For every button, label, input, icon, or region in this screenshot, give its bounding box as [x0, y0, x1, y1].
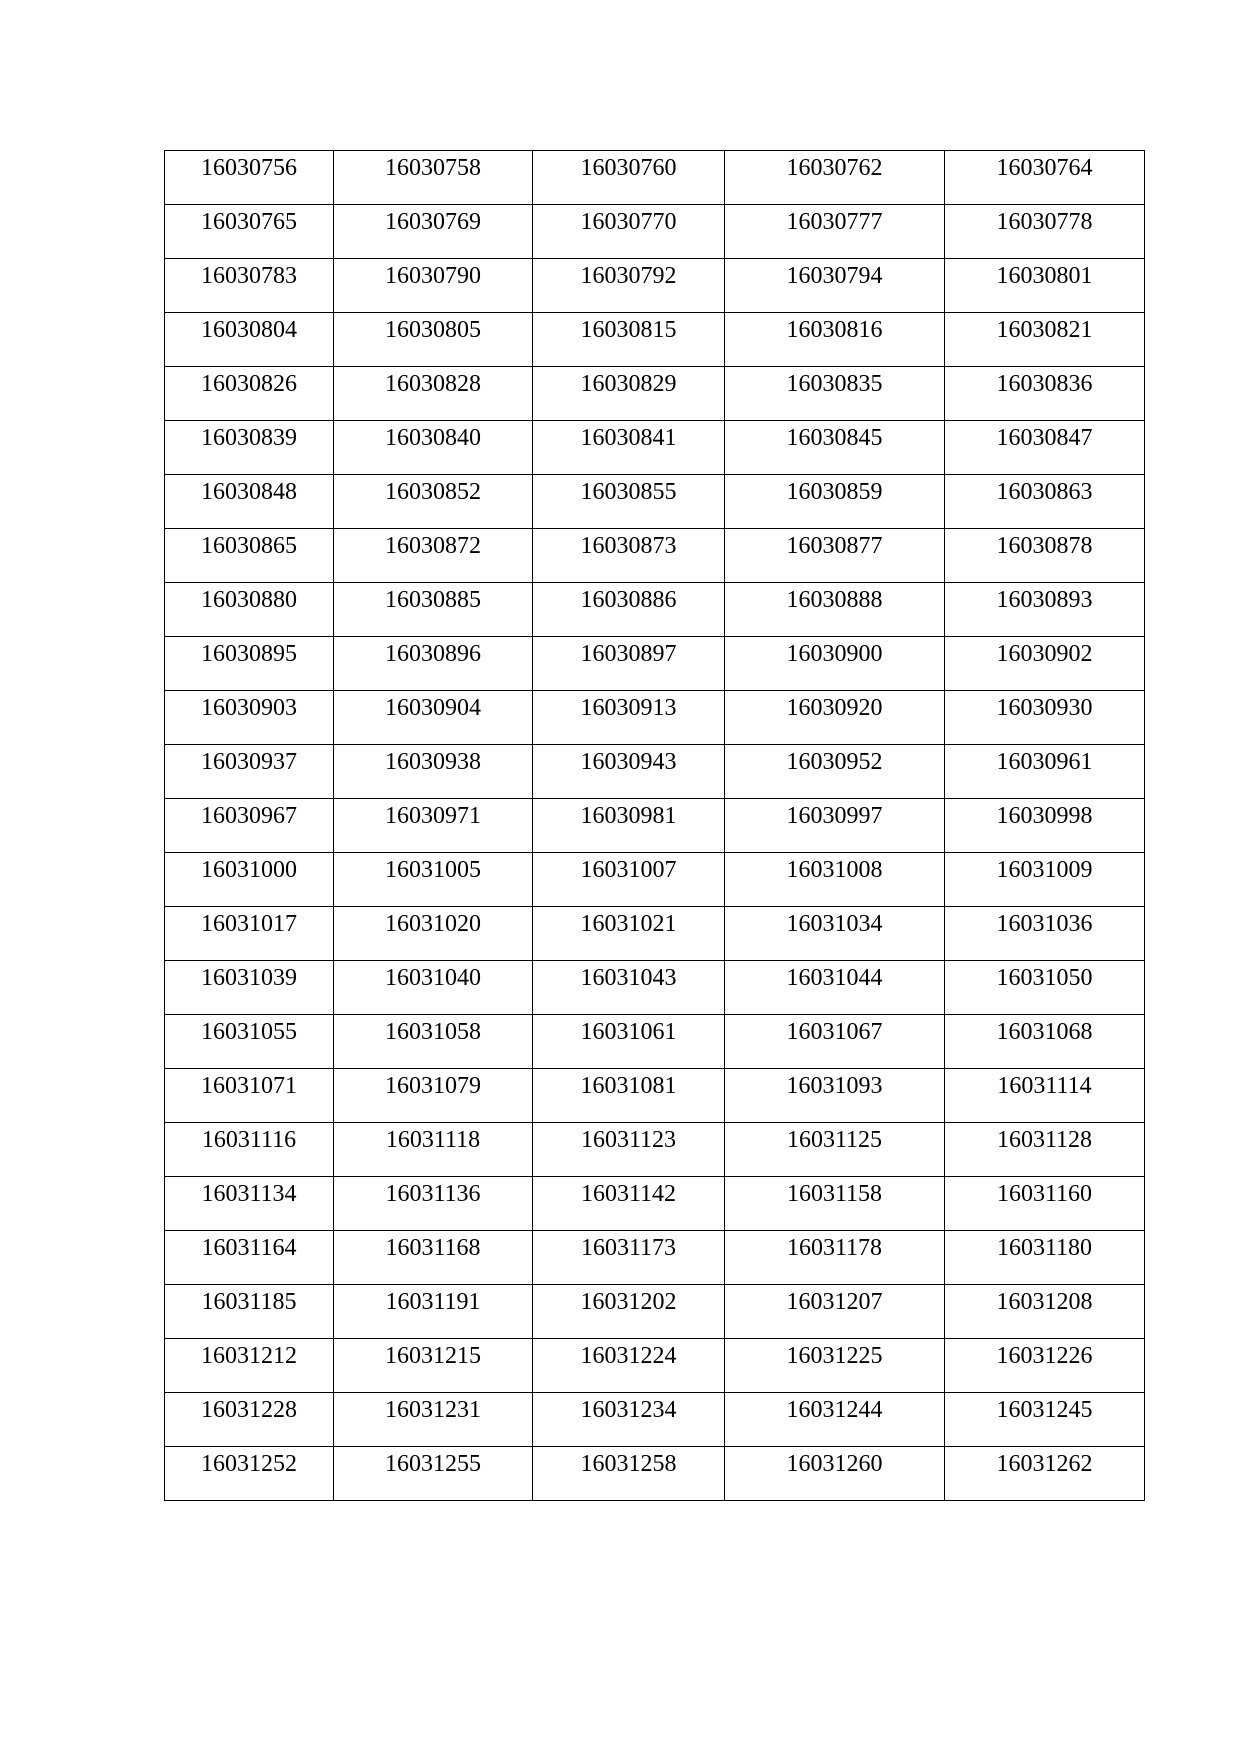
table-row — [165, 1393, 1145, 1447]
table-cell: 16031067 — [725, 1015, 945, 1069]
table-cell: 16030840 — [334, 421, 533, 475]
table-cell: 16031180 — [945, 1231, 1145, 1285]
table-cell: 16030847 — [945, 421, 1145, 475]
table-cell: 16031228 — [165, 1393, 334, 1447]
table-body — [165, 151, 1145, 1501]
table-cell: 16031040 — [334, 961, 533, 1015]
table-cell: 16030900 — [725, 637, 945, 691]
table-row — [165, 421, 1145, 475]
table-cell: 16031134 — [165, 1177, 334, 1231]
table-cell: 16031252 — [165, 1447, 334, 1501]
table-cell: 16030770 — [533, 205, 725, 259]
table-cell: 16031215 — [334, 1339, 533, 1393]
table-cell: 16031158 — [725, 1177, 945, 1231]
table-cell: 16030967 — [165, 799, 334, 853]
table-cell: 16030839 — [165, 421, 334, 475]
table-cell: 16031079 — [334, 1069, 533, 1123]
table-cell: 16030895 — [165, 637, 334, 691]
table-row — [165, 853, 1145, 907]
table-cell: 16031125 — [725, 1123, 945, 1177]
table-cell: 16030998 — [945, 799, 1145, 853]
table-row — [165, 799, 1145, 853]
table-cell: 16031208 — [945, 1285, 1145, 1339]
table-cell: 16030845 — [725, 421, 945, 475]
table-cell: 16030859 — [725, 475, 945, 529]
table-cell: 16030885 — [334, 583, 533, 637]
table-row — [165, 475, 1145, 529]
table-cell: 16030913 — [533, 691, 725, 745]
table-row — [165, 1285, 1145, 1339]
table-cell: 16030896 — [334, 637, 533, 691]
table-cell: 16031043 — [533, 961, 725, 1015]
id-number-table — [164, 150, 1145, 1501]
table-cell: 16030852 — [334, 475, 533, 529]
table-cell: 16031262 — [945, 1447, 1145, 1501]
table-row — [165, 1015, 1145, 1069]
table-cell: 16030758 — [334, 151, 533, 205]
table-row — [165, 691, 1145, 745]
table-cell: 16030865 — [165, 529, 334, 583]
table-row — [165, 259, 1145, 313]
table-cell: 16031081 — [533, 1069, 725, 1123]
table-row — [165, 151, 1145, 205]
table-cell: 16030903 — [165, 691, 334, 745]
table-row — [165, 529, 1145, 583]
table-cell: 16031160 — [945, 1177, 1145, 1231]
table-cell: 16030920 — [725, 691, 945, 745]
table-cell: 16030938 — [334, 745, 533, 799]
table-cell: 16030943 — [533, 745, 725, 799]
table-cell: 16030886 — [533, 583, 725, 637]
table-cell: 16030805 — [334, 313, 533, 367]
table-cell: 16030855 — [533, 475, 725, 529]
table-row — [165, 907, 1145, 961]
table-row — [165, 1339, 1145, 1393]
table-cell: 16031231 — [334, 1393, 533, 1447]
table-row — [165, 205, 1145, 259]
table-cell: 16031008 — [725, 853, 945, 907]
table-cell: 16030794 — [725, 259, 945, 313]
table-cell: 16030897 — [533, 637, 725, 691]
table-row — [165, 961, 1145, 1015]
table-cell: 16031164 — [165, 1231, 334, 1285]
table-cell: 16031185 — [165, 1285, 334, 1339]
table-cell: 16030836 — [945, 367, 1145, 421]
table-cell: 16030880 — [165, 583, 334, 637]
table-cell: 16030952 — [725, 745, 945, 799]
table-cell: 16031142 — [533, 1177, 725, 1231]
table-cell: 16030816 — [725, 313, 945, 367]
table-row — [165, 1231, 1145, 1285]
table-cell: 16030863 — [945, 475, 1145, 529]
table-cell: 16031255 — [334, 1447, 533, 1501]
table-cell: 16030801 — [945, 259, 1145, 313]
table-cell: 16031245 — [945, 1393, 1145, 1447]
table-cell: 16031168 — [334, 1231, 533, 1285]
table-cell: 16030878 — [945, 529, 1145, 583]
table-cell: 16030872 — [334, 529, 533, 583]
table-cell: 16030841 — [533, 421, 725, 475]
table-cell: 16031005 — [334, 853, 533, 907]
table-cell: 16031050 — [945, 961, 1145, 1015]
table-cell: 16030792 — [533, 259, 725, 313]
table-cell: 16031260 — [725, 1447, 945, 1501]
table-row — [165, 1177, 1145, 1231]
table-cell: 16030888 — [725, 583, 945, 637]
table-cell: 16031116 — [165, 1123, 334, 1177]
table-row — [165, 313, 1145, 367]
table-cell: 16030981 — [533, 799, 725, 853]
table-cell: 16031000 — [165, 853, 334, 907]
table-cell: 16031224 — [533, 1339, 725, 1393]
table-cell: 16031061 — [533, 1015, 725, 1069]
table-cell: 16031178 — [725, 1231, 945, 1285]
table-cell: 16030778 — [945, 205, 1145, 259]
table-cell: 16031021 — [533, 907, 725, 961]
table-cell: 16030848 — [165, 475, 334, 529]
table-cell: 16031244 — [725, 1393, 945, 1447]
table-cell: 16030930 — [945, 691, 1145, 745]
table-cell: 16030783 — [165, 259, 334, 313]
table-cell: 16030762 — [725, 151, 945, 205]
table-row — [165, 745, 1145, 799]
table-cell: 16031225 — [725, 1339, 945, 1393]
table-row — [165, 367, 1145, 421]
table-cell: 16030997 — [725, 799, 945, 853]
table-cell: 16030769 — [334, 205, 533, 259]
table-cell: 16031212 — [165, 1339, 334, 1393]
table-cell: 16031017 — [165, 907, 334, 961]
table-row — [165, 1447, 1145, 1501]
table-cell: 16031202 — [533, 1285, 725, 1339]
table-cell: 16031007 — [533, 853, 725, 907]
table-cell: 16030873 — [533, 529, 725, 583]
table-cell: 16031071 — [165, 1069, 334, 1123]
table-cell: 16031226 — [945, 1339, 1145, 1393]
table-cell: 16031118 — [334, 1123, 533, 1177]
table-cell: 16030790 — [334, 259, 533, 313]
table-cell: 16030877 — [725, 529, 945, 583]
table-row — [165, 583, 1145, 637]
table-cell: 16031173 — [533, 1231, 725, 1285]
table-cell: 16031234 — [533, 1393, 725, 1447]
table-cell: 16031093 — [725, 1069, 945, 1123]
table-cell: 16030961 — [945, 745, 1145, 799]
table-cell: 16031258 — [533, 1447, 725, 1501]
table-cell: 16030756 — [165, 151, 334, 205]
table-cell: 16031055 — [165, 1015, 334, 1069]
table-cell: 16031058 — [334, 1015, 533, 1069]
table-cell: 16030902 — [945, 637, 1145, 691]
table-cell: 16031136 — [334, 1177, 533, 1231]
table-cell: 16031044 — [725, 961, 945, 1015]
table-cell: 16031020 — [334, 907, 533, 961]
table-cell: 16030937 — [165, 745, 334, 799]
table-row — [165, 637, 1145, 691]
table-cell: 16031191 — [334, 1285, 533, 1339]
table-cell: 16031036 — [945, 907, 1145, 961]
table-cell: 16030829 — [533, 367, 725, 421]
table-cell: 16030821 — [945, 313, 1145, 367]
table-cell: 16030971 — [334, 799, 533, 853]
table-cell: 16031128 — [945, 1123, 1145, 1177]
table-cell: 16030835 — [725, 367, 945, 421]
table-cell: 16030760 — [533, 151, 725, 205]
table-cell: 16031114 — [945, 1069, 1145, 1123]
table-row — [165, 1069, 1145, 1123]
table-cell: 16030777 — [725, 205, 945, 259]
table-cell: 16030764 — [945, 151, 1145, 205]
table-cell: 16030826 — [165, 367, 334, 421]
table-cell: 16030815 — [533, 313, 725, 367]
table-cell: 16031009 — [945, 853, 1145, 907]
table-cell: 16030804 — [165, 313, 334, 367]
table-cell: 16031039 — [165, 961, 334, 1015]
table-cell: 16031123 — [533, 1123, 725, 1177]
table-cell: 16030893 — [945, 583, 1145, 637]
table-cell: 16030904 — [334, 691, 533, 745]
table-row — [165, 1123, 1145, 1177]
table-cell: 16031034 — [725, 907, 945, 961]
table-cell: 16030828 — [334, 367, 533, 421]
table-cell: 16030765 — [165, 205, 334, 259]
table-cell: 16031068 — [945, 1015, 1145, 1069]
table-cell: 16031207 — [725, 1285, 945, 1339]
